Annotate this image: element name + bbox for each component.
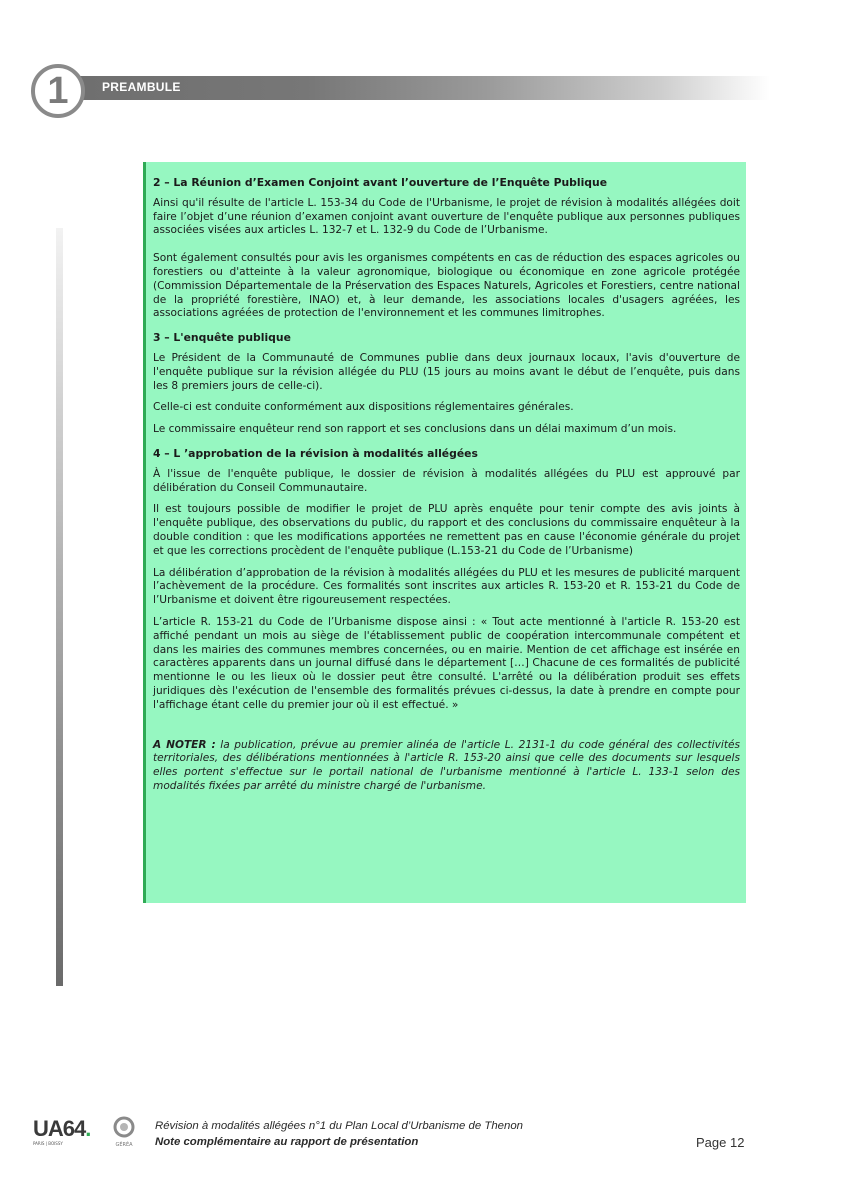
section-4-paragraph-3: La délibération d’approbation de la révision à modalités allégées du PLU et les mesures de publicité marquent l’achèvement de la procédure. Ces formalités sont inscrites aux articles R. 153-20 et R. 153-21 du Code de l’Urbanisme et doivent être rigoureusement respectées. [153,566,740,607]
note-text: la publication, prévue au premier alinéa de l'article L. 2131-1 du code général des collectivités territoriales, des délibérations mentionnées à l'article R. 153-20 ainsi que celle des documents sur lesquels elles portent s'effectue sur le portail national de l'urbanisme mentionné à l'article L. 133-1 selon des modalités fixées par arrêté du ministre chargé de l'urbanisme. [153,738,741,792]
section-4-paragraph-2: Il est toujours possible de modifier le projet de PLU après enquête pour tenir compte des avis joints à l'enquête publique, des observations du public, du rapport et des conclusions du commissaire enquêteur à la double condition : que les modifications apportées ne remettent pas en cause l'économie générale du projet et que les corrections procèdent de l'enquête publique (L.153-21 du Code de l’Urbanisme) [153,503,740,557]
section-3-heading: 3 – L'enquête publique [153,331,291,345]
chapter-number-badge: 1 [31,64,85,118]
ua64-logo [33,1118,103,1152]
section-4-paragraph-1: À l'issue de l'enquête publique, le dossier de révision à modalités allégées du PLU est approuvé par délibération du Conseil Communautaire. [153,467,740,494]
chapter-title: PREAMBULE [102,80,181,94]
section-3-paragraph-1: Le Président de la Communauté de Communes publie dans deux journaux locaux, l'avis d'ouverture de l'enquête publique sur la révision allégée du PLU (15 jours au moins avant le début de l’enquête, puis dans les 8 premiers jours de celle-ci). [153,351,740,392]
footer-text [155,1120,523,1148]
section-4-heading: 4 – L ’approbation de la révision à modalités allégées [153,446,478,460]
gerea-logo [111,1116,137,1150]
section-4-paragraph-4: L’article R. 153-21 du Code de l’Urbanisme dispose ainsi : « Tout acte mentionné à l'article R. 153-20 est affiché pendant un mois au siège de l'établissement public de coopération intercommunale compétent et dans les mairies des communes membres concernées, ou en mairie. Mention de cet affichage est insérée en caractères apparents dans un journal diffusé dans le département […] Chacune de ces formalités de publicité mentionne le ou les lieux où le dossier peut être consulté. L'arrêté ou la délibération produit ses effets juridiques dès l'exécution de l'ensemble des formalités prévues ci-dessus, la date à prendre en compte pour l'affichage étant celle du premier jour où il est effectué. » [153,615,740,711]
footer-document-subtitle: Note complémentaire au rapport de présentation [155,1136,419,1148]
section-3-paragraph-2: Celle-ci est conduite conformément aux dispositions réglementaires générales. [153,401,574,414]
note-paragraph [153,739,740,794]
section-2-paragraph-1: Ainsi qu'il résulte de l'article L. 153-34 du Code de l'Urbanisme, le projet de révision à modalités allégées doit faire l’objet d’une réunion d’examen conjoint avant ouverture de l'enquête publique aux personnes publiques associées visées aux articles L. 132-7 et L. 132-9 du Code de l’Urbanisme. [153,196,740,237]
side-decorative-bar [56,228,63,986]
gerea-emblem-icon [111,1116,137,1150]
footer-document-title: Révision à modalités allégées n°1 du Plan Local d’Urbanisme de Thenon [155,1120,524,1132]
section-3-paragraph-3: Le commissaire enquêteur rend son rapport et ses conclusions dans un délai maximum d’un mois. [153,423,677,436]
svg-text:GÉRÉA: GÉRÉA [115,1142,133,1148]
page-number: Page 12 [696,1135,745,1150]
section-2-paragraph-2: Sont également consultés pour avis les organismes compétents en cas de réduction des espaces agricoles ou forestiers ou d'atteinte à la valeur agronomique, biologique ou économique en zone agricole protégée (Commission Départementale de la Préservation des Espaces Naturels, Agricoles et Forestiers, centre national de la propriété forestière, INAO) et, à leur demande, les associations locales d'usagers agréées, les associations agréées de protection de l'environnement et les communes limitrophes. [153,252,740,320]
ua64-logo-text: UA64. [33,1116,91,1141]
ua64-logo-subtext: PARIS | BOISSY [33,1141,63,1146]
section-2-heading: 2 – La Réunion d’Examen Conjoint avant l’ouverture de l’Enquête Publique [153,176,608,189]
note-label: A NOTER : [153,738,216,751]
content-box [143,162,746,903]
